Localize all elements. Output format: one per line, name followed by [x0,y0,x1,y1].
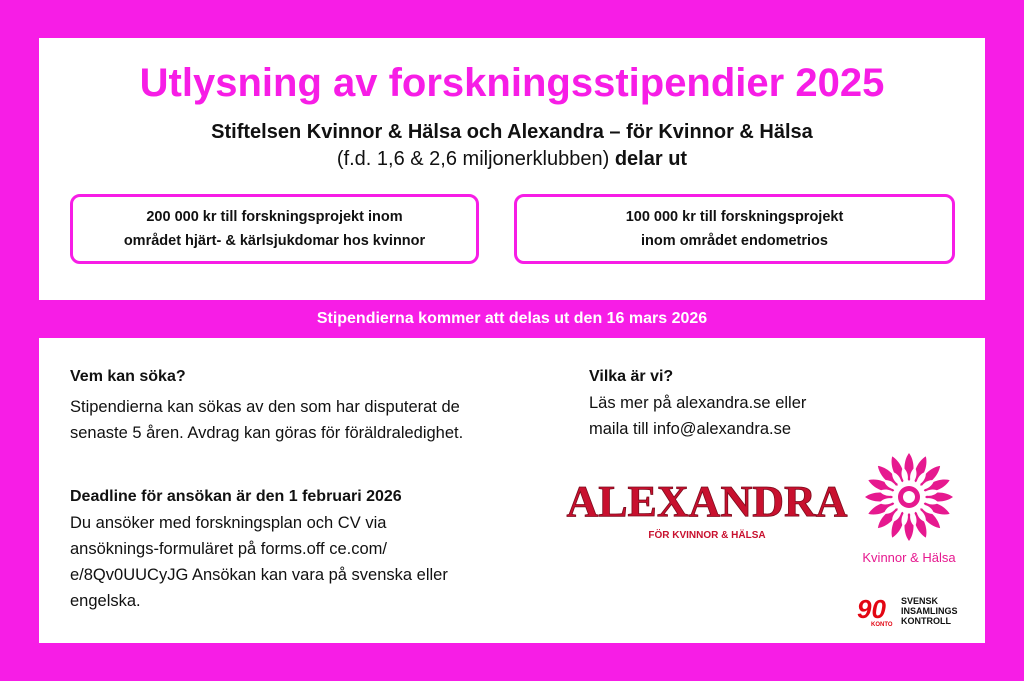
deadline-text: engelska. [70,592,141,610]
svensk-line: KONTROLL [901,616,951,626]
konto-text: KONTO [871,622,893,628]
alexandra-wordmark: ALEXANDRA [566,477,848,526]
info-left-column [70,364,550,614]
90-konto-icon [857,594,901,630]
deadline-text: Du ansöker med forskningsplan och CV via [70,514,387,532]
about-heading: Vilka är vi? [589,368,674,385]
who-text: senaste 5 åren. Avdrag kan göras för föräldraledighet. [70,424,464,442]
deadline-text: e/8Qv0UUCyJG Ansökan kan vara på svenska eller [70,566,448,584]
grant-box-endometrios [514,194,955,264]
kvinnor-halsa-label: Kvinnor & Hälsa [862,550,956,565]
subtitle-note: (f.d. 1,6 & 2,6 miljonerklubben) [336,148,610,170]
info-panel [39,338,985,643]
flower-icon [854,450,964,545]
alexandra-tagline: FÖR KVINNOR & HÄLSA [648,530,766,541]
about-text: Läs mer på alexandra.se eller [589,394,807,412]
who-heading: Vem kan söka? [70,368,186,385]
info-right-column [589,364,969,442]
grant-box-heart [70,194,479,264]
deadline-heading: Deadline för ansökan är den 1 februari 2026 [70,488,402,505]
grant-line: området hjärt- & kärlsjukdomar hos kvinnor [123,233,426,249]
grant-line: 200 000 kr till forskningsprojekt inom [146,209,403,225]
90-text: 90 [857,594,886,624]
who-text: Stipendierna kan sökas av den som har disputerat de [70,398,460,416]
svensk-line: SVENSK [901,596,939,606]
90-konto-logo [857,594,967,630]
deadline-text: ansöknings-formuläret på forms.off ce.com/ [70,540,387,558]
page-subtitle: Stiftelsen Kvinnor & Hälsa och Alexandra – för Kvinnor & Hälsa [211,121,813,143]
kvinnor-halsa-logo [854,450,964,570]
alexandra-logo [566,468,848,548]
page-title: Utlysning av forskningsstipendier 2025 [139,61,885,105]
date-banner: Stipendierna kommer att delas ut den 16 mars 2026 [316,310,708,327]
page-subtitle-2 [39,146,985,172]
svensk-line: INSAMLINGS [901,606,958,616]
grant-line: inom området endometrios [641,233,828,249]
svensk-insamlingskontroll-text [901,596,958,626]
grant-line: 100 000 kr till forskningsprojekt [625,209,844,225]
subtitle-bold: delar ut [614,148,688,170]
header-panel [39,38,985,300]
about-text: maila till info@alexandra.se [589,420,792,438]
